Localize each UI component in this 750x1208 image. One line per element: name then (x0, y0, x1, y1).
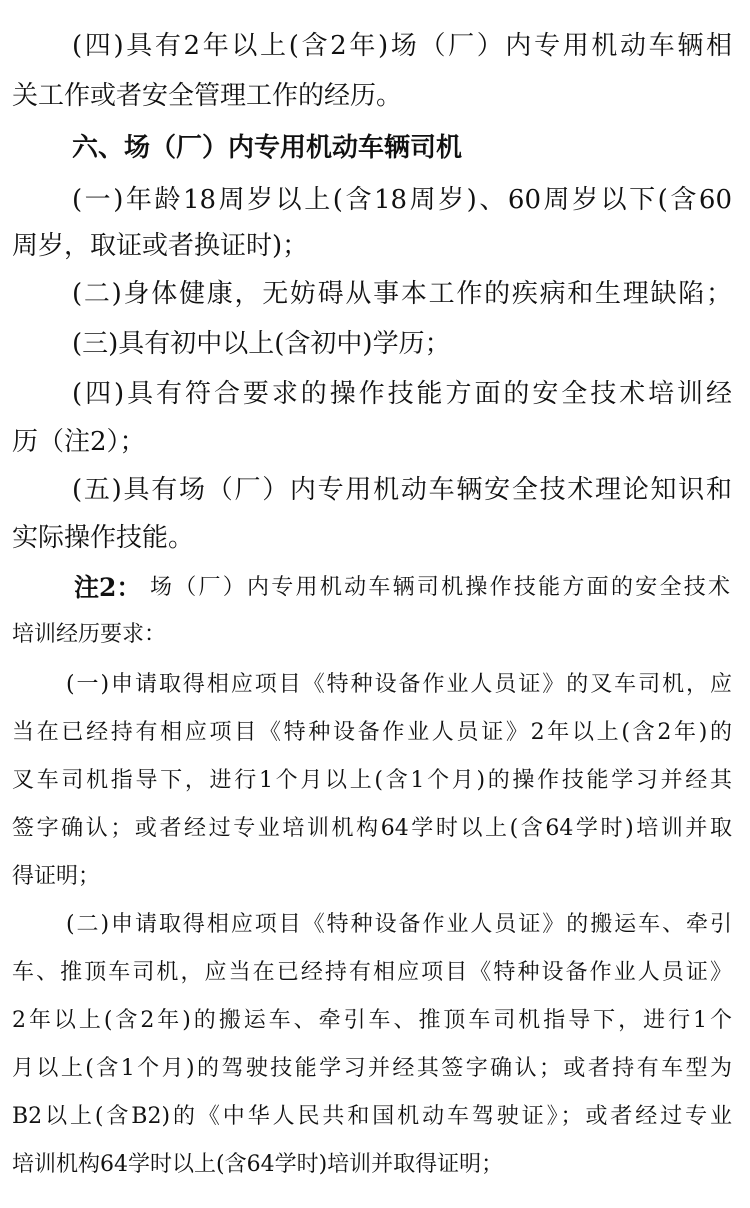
note-text-line: 场（厂）内专用机动车辆司机操作技能方面的安全技术 (150, 575, 730, 600)
note-item-line: 培训机构64学时以上(含64学时)培训并取得证明； (12, 1152, 504, 1177)
note-item-line: (二)申请取得相应项目《特种设备作业人员证》的搬运车、牵引 (66, 912, 732, 937)
note-item-line: (一)申请取得相应项目《特种设备作业人员证》的叉车司机，应 (66, 672, 732, 697)
note-item-line: 签字确认；或者经过专业培训机构64学时以上(含64学时)培训并取 (12, 816, 732, 841)
paragraph-line: (四)具有2年以上(含2年)场（厂）内专用机动车辆相 (72, 31, 732, 61)
note-text-line: 培训经历要求： (12, 622, 167, 647)
paragraph-line: 关工作或者安全管理工作的经历。 (12, 81, 403, 111)
paragraph-line: (二)身体健康，无妨碍从事本工作的疾病和生理缺陷； (72, 279, 732, 309)
section-heading: 六、场（厂）内专用机动车辆司机 (72, 133, 463, 163)
paragraph-line: 实际操作技能。 (12, 523, 195, 553)
note-item-line: 车、推顶车司机，应当在已经持有相应项目《特种设备作业人员证》 (12, 960, 732, 985)
note-item-line: 当在已经持有相应项目《特种设备作业人员证》2年以上(含2年)的 (12, 720, 732, 745)
note-item-line: 2年以上(含2年)的搬运车、牵引车、推顶车司机指导下，进行1个 (12, 1008, 732, 1033)
paragraph-line: (五)具有场（厂）内专用机动车辆安全技术理论知识和 (72, 475, 732, 505)
note-label: 注2： (74, 573, 142, 602)
paragraph-line: (三)具有初中以上(含初中)学历； (72, 329, 451, 359)
paragraph-line: (一)年龄18周岁以上(含18周岁)、60周岁以下(含60 (72, 185, 732, 215)
note-item-line: 得证明； (12, 864, 101, 889)
paragraph-line: 周岁，取证或者换证时)； (12, 231, 309, 261)
paragraph-line: 历（注2）； (12, 427, 146, 457)
note-item-line: 叉车司机指导下，进行1个月以上(含1个月)的操作技能学习并经其 (12, 768, 732, 793)
note-item-line: 月以上(含1个月)的驾驶技能学习并经其签字确认；或者持有车型为 (12, 1056, 732, 1081)
paragraph-line: (四)具有符合要求的操作技能方面的安全技术培训经 (72, 379, 732, 409)
note-item-line: B2以上(含B2)的《中华人民共和国机动车驾驶证》；或者经过专业 (12, 1104, 732, 1129)
